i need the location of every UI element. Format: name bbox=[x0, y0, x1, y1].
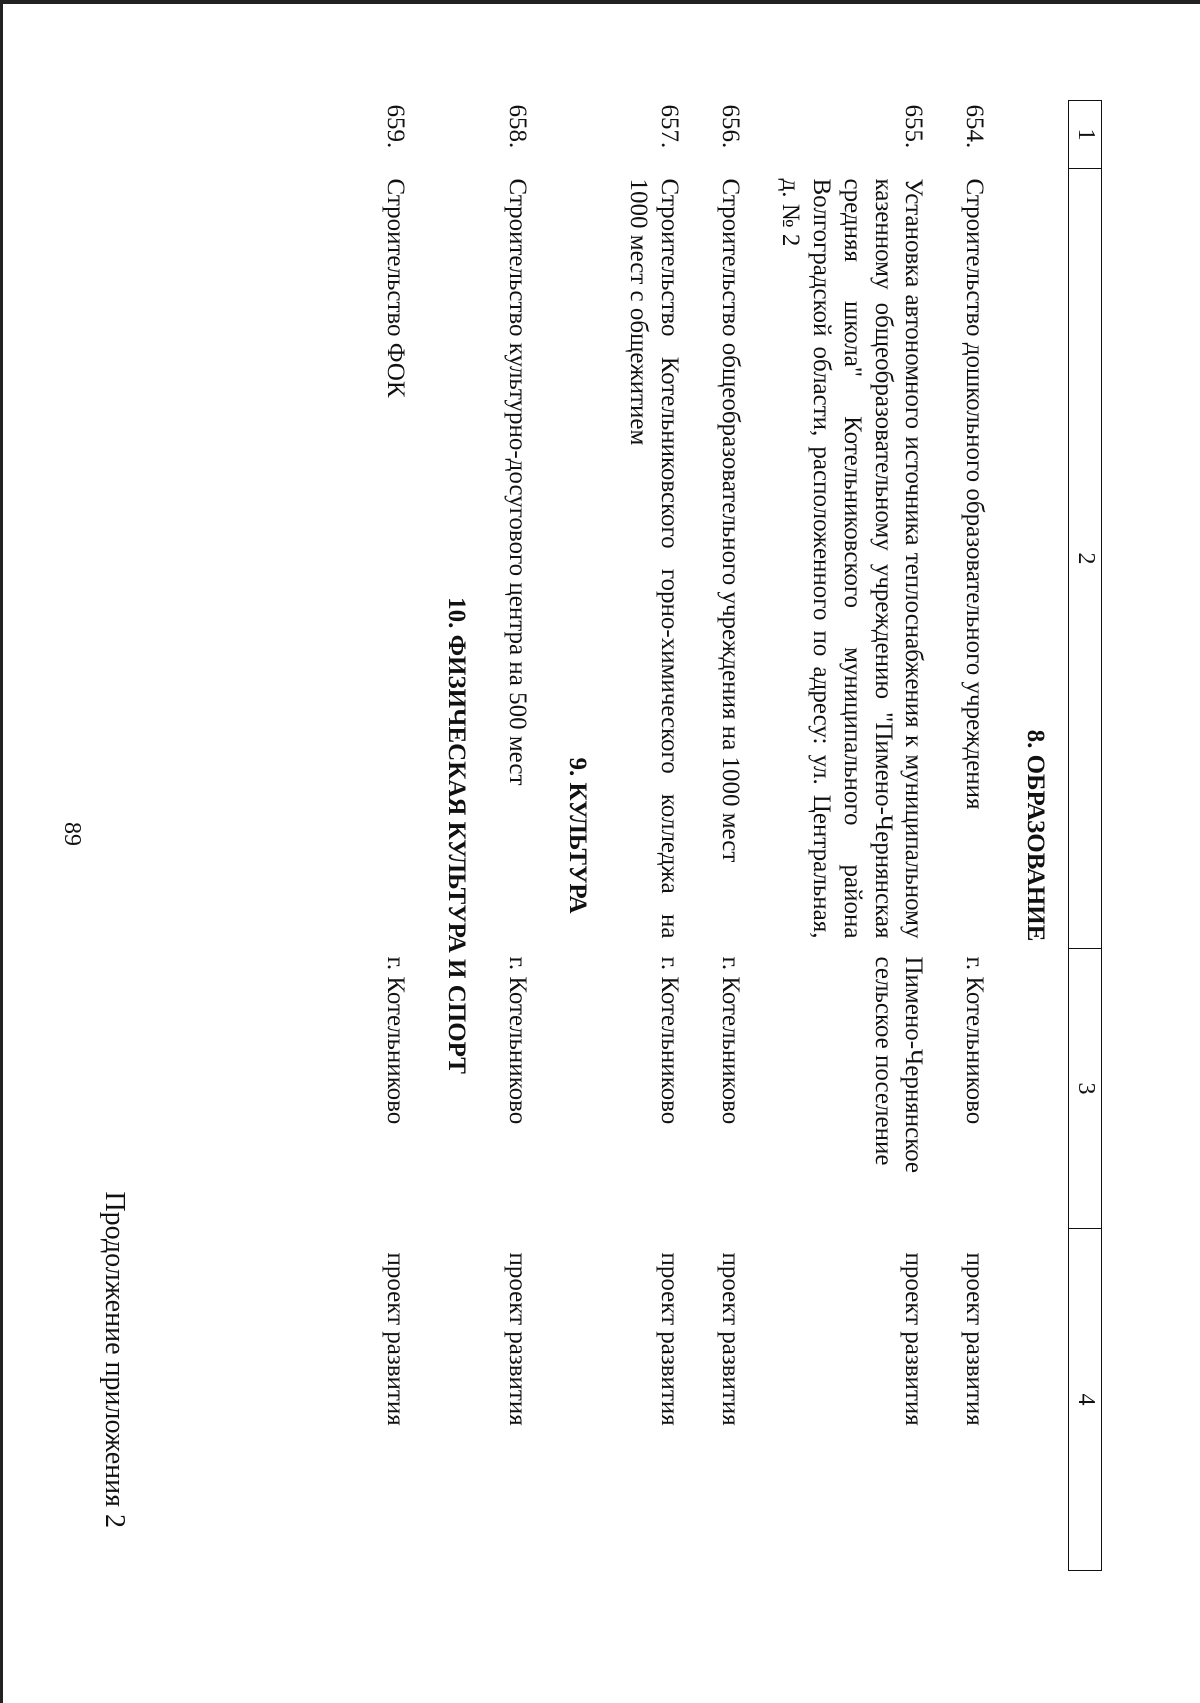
row-description: Строительство общеобразовательного учреждения на 1000 мест bbox=[716, 178, 744, 863]
appendix-table-wrapper bbox=[368, 100, 1103, 1570]
row-location: г. Котельниково bbox=[382, 956, 410, 1125]
table-row bbox=[947, 101, 1008, 1571]
row-location: г. Котельниково bbox=[503, 956, 531, 1125]
header-col-3: 3 bbox=[1069, 949, 1102, 1229]
row-number: 656. bbox=[716, 104, 744, 149]
row-status: проект развития bbox=[961, 1252, 989, 1426]
row-location: г. Котельниково bbox=[716, 956, 744, 1125]
header-col-1: 1 bbox=[1069, 101, 1102, 169]
row-number: 655. bbox=[900, 104, 928, 149]
section-heading-row bbox=[428, 101, 489, 1571]
continuation-label: Продолжение приложения 2 bbox=[99, 1191, 130, 1528]
table-row bbox=[489, 101, 550, 1571]
row-number: 659. bbox=[382, 104, 410, 149]
header-col-2: 2 bbox=[1069, 169, 1102, 949]
header-col-4: 4 bbox=[1069, 1229, 1102, 1571]
row-status: проект развития bbox=[716, 1252, 744, 1426]
row-status: проект развития bbox=[900, 1252, 928, 1426]
row-location: г. Котельниково bbox=[656, 956, 683, 1125]
row-status: проект развития bbox=[503, 1252, 531, 1426]
appendix-table bbox=[368, 100, 1103, 1571]
row-location: г. Котельниково bbox=[961, 956, 989, 1125]
row-description: Строительство дошкольного образовательного учреждения bbox=[961, 178, 989, 810]
row-number: 657. bbox=[656, 104, 683, 149]
row-description: Установка автономного источника теплоснабжения к муниципальному казенному общеобразовательному учреждению "Пимено-Чернянская средняя школа" Котельниковского муниципального района Волгоградской области, расположенного по адресу: ул. Центральная, д. № 2 bbox=[777, 178, 928, 939]
page-number: 89 bbox=[59, 822, 85, 846]
table-row bbox=[611, 101, 703, 1571]
row-description: Строительство культурно-досугового центра на 500 мест bbox=[503, 178, 531, 786]
row-number: 654. bbox=[961, 104, 989, 149]
row-status: проект развития bbox=[382, 1252, 410, 1426]
table-row bbox=[702, 101, 763, 1571]
table-row bbox=[368, 101, 429, 1571]
section-title: 8. ОБРАЗОВАНИЕ bbox=[1022, 729, 1049, 942]
section-title: 9. КУЛЬТУРА bbox=[564, 757, 592, 914]
row-description: Строительство ФОК bbox=[382, 178, 410, 398]
section-heading-row bbox=[550, 101, 611, 1571]
row-description: Строительство Котельниковского горно-химического колледжа на 1000 мест с общежитием bbox=[625, 178, 683, 939]
section-title: 10. ФИЗИЧЕСКАЯ КУЛЬТУРА И СПОРТ bbox=[443, 597, 470, 1074]
row-location: Пимено-Чернянское сельское поселение bbox=[869, 956, 928, 1174]
section-heading-row bbox=[1007, 101, 1068, 1571]
table-row bbox=[763, 101, 947, 1571]
header-row bbox=[1069, 101, 1102, 1571]
row-number: 658. bbox=[503, 104, 531, 149]
row-status: проект развития bbox=[656, 1252, 683, 1426]
